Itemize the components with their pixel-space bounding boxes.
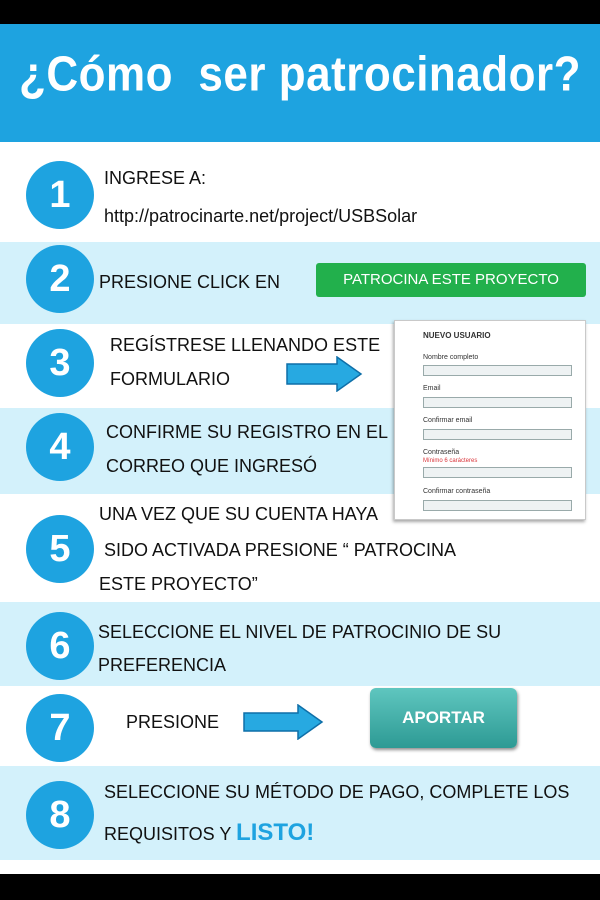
project-url-link[interactable]: http://patrocinarte.net/project/USBSolar bbox=[104, 206, 418, 226]
password-hint: Mínimo 6 carácteres bbox=[423, 458, 478, 464]
email-label: Email bbox=[423, 385, 441, 392]
name-label: Nombre completo bbox=[423, 354, 479, 361]
step-number-7: 7 bbox=[26, 694, 94, 762]
step-5-text-line3: ESTE PROYECTO” bbox=[99, 574, 258, 594]
step-1-text: INGRESE A: bbox=[104, 168, 207, 188]
listo-emphasis: LISTO! bbox=[236, 819, 315, 846]
password-field[interactable] bbox=[423, 467, 572, 478]
step-8-text-line1: SELECCIONE SU MÉTODO DE PAGO, COMPLETE LOS bbox=[104, 782, 570, 802]
confirm-password-label: Confirmar contraseña bbox=[423, 488, 491, 495]
step-6-text-line1: SELECCIONE EL NIVEL DE PATROCINIO DE SU bbox=[98, 622, 502, 642]
right-arrow-icon bbox=[285, 356, 365, 392]
confirm-password-field[interactable] bbox=[423, 500, 572, 511]
step-5-text-line1: UNA VEZ QUE SU CUENTA HAYA bbox=[99, 504, 379, 524]
registration-form-preview bbox=[394, 320, 586, 520]
confirm-email-field[interactable] bbox=[423, 429, 572, 440]
name-field[interactable] bbox=[423, 365, 572, 376]
email-field[interactable] bbox=[423, 397, 572, 408]
step-8-text-line2 bbox=[104, 818, 314, 849]
aportar-button[interactable]: APORTAR bbox=[370, 688, 517, 748]
patrocina-button[interactable]: PATROCINA ESTE PROYECTO bbox=[316, 263, 586, 297]
step-3-text-line2: FORMULARIO bbox=[110, 369, 231, 389]
step-number-5: 5 bbox=[26, 515, 94, 583]
right-arrow-icon bbox=[242, 704, 326, 740]
step-6-text-line2: PREFERENCIA bbox=[98, 655, 227, 675]
step-8-text-prefix: REQUISITOS Y bbox=[104, 824, 237, 844]
step-number-8: 8 bbox=[26, 781, 94, 849]
step-number-1: 1 bbox=[26, 161, 94, 229]
step-number-4: 4 bbox=[26, 413, 94, 481]
step-7-text: PRESIONE bbox=[126, 712, 220, 732]
confirm-email-label: Confirmar email bbox=[423, 417, 473, 424]
password-label: Contraseña bbox=[423, 449, 460, 456]
step-4-text-line2: CORREO QUE INGRESÓ bbox=[106, 456, 318, 476]
step-5-text-line2: SIDO ACTIVADA PRESIONE “ PATROCINA bbox=[104, 540, 457, 560]
header-banner bbox=[0, 24, 600, 142]
step-number-6: 6 bbox=[26, 612, 94, 680]
step-2-text: PRESIONE CLICK EN bbox=[99, 272, 281, 292]
form-heading: NUEVO USUARIO bbox=[423, 331, 491, 340]
step-number-3: 3 bbox=[26, 329, 94, 397]
page-title: ¿Cómo ser patrocinador? bbox=[18, 47, 582, 102]
step-3-text-line1: REGÍSTRESE LLENANDO ESTE bbox=[110, 335, 381, 355]
step-4-text-line1: CONFIRME SU REGISTRO EN EL bbox=[106, 422, 389, 442]
step-number-2: 2 bbox=[26, 245, 94, 313]
infographic bbox=[0, 24, 600, 874]
